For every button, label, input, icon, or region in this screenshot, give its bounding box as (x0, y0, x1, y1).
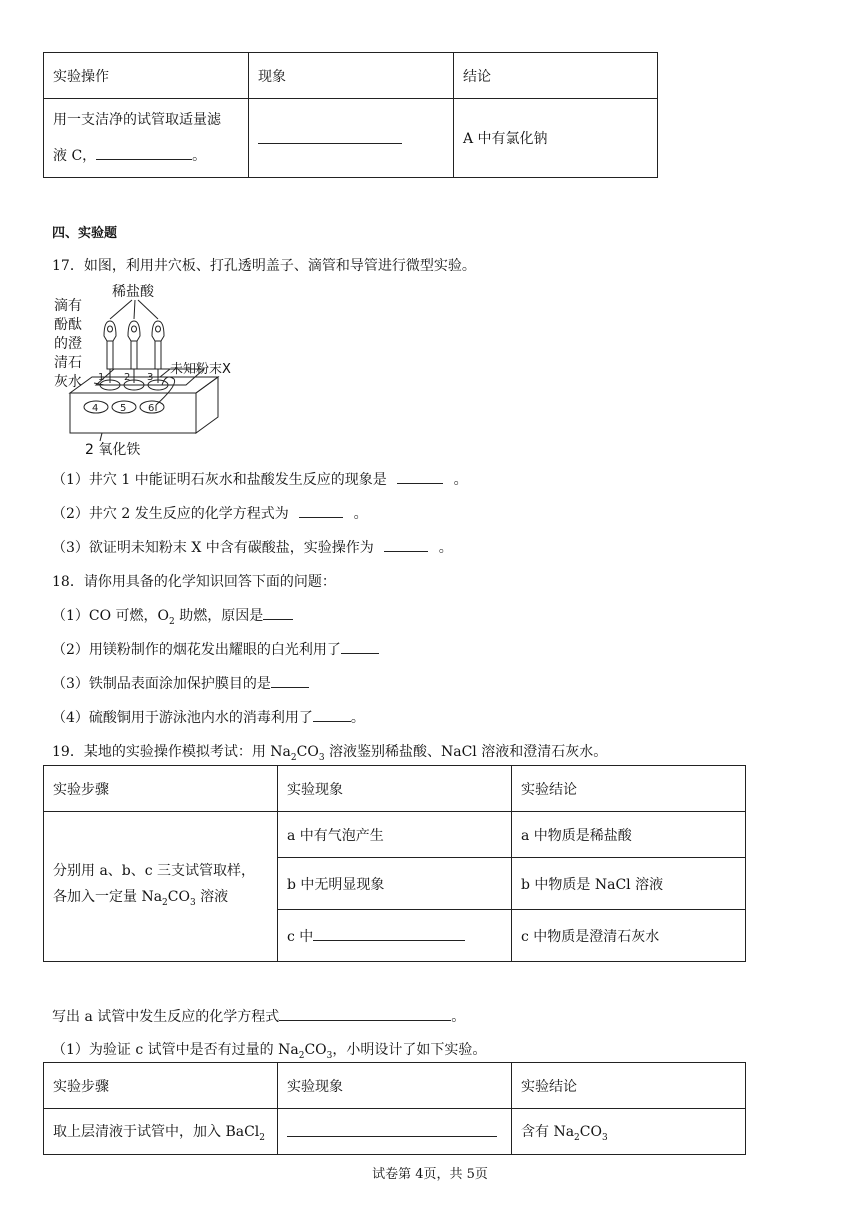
section-title: 四、实验题 (52, 226, 118, 241)
q17-part2 (52, 503, 368, 523)
left-label-line: 清石 (54, 355, 82, 371)
step-line2-c: 溶液 (195, 888, 229, 905)
q17-part1 (52, 469, 468, 489)
q18-part3 (52, 673, 309, 693)
write-equation (52, 1006, 465, 1026)
subscript: 2 (298, 1050, 305, 1061)
subscript: 2 (574, 1132, 580, 1143)
page-footer: 试卷第 4页，共 5页 (372, 1167, 488, 1182)
subscript: 3 (318, 752, 325, 763)
write-equation-end: 。 (451, 1009, 466, 1025)
q19-sub1-b: CO (304, 1042, 327, 1058)
subscript: 3 (601, 1132, 608, 1143)
conclusion-b: b 中物质是 NaCl 溶液 (512, 858, 746, 910)
write-equation-text: 写出 a 试管中发生反应的化学方程式 (52, 1009, 280, 1025)
figure-right-label: 未知粉末X (170, 362, 231, 377)
operation-line2-suffix: 。 (192, 148, 207, 164)
well-number: 5 (120, 403, 127, 414)
operation-line1: 用一支洁净的试管取适量滤 (53, 112, 221, 128)
cell-step (44, 1109, 278, 1155)
subscript: 3 (326, 1050, 333, 1061)
q17-part3 (52, 537, 453, 557)
well-number: 4 (92, 403, 99, 414)
well-number: 6 (148, 403, 155, 414)
header-phenomenon: 实验现象 (278, 766, 512, 812)
header-step: 实验步骤 (44, 1063, 278, 1109)
q18-part1-text-b: 助燃，原因是 (174, 608, 264, 624)
answer-blank[interactable] (341, 639, 379, 654)
result-table-1 (43, 52, 658, 178)
step-line2-a: 各加入一定量 Na (53, 888, 163, 905)
well-plate-figure (52, 281, 262, 459)
q17-part1-text: （1）井穴 1 中能证明石灰水和盐酸发生反应的现象是 (52, 472, 387, 488)
q17-part3-end: 。 (438, 540, 453, 556)
q19-stem-b: CO (296, 744, 319, 760)
answer-blank[interactable] (263, 605, 293, 620)
header-phenomenon: 实验现象 (278, 1063, 512, 1109)
answer-blank[interactable] (397, 469, 443, 484)
cell-conclusion (512, 1109, 746, 1155)
identification-table (43, 765, 746, 962)
q18-part4-end: 。 (350, 710, 365, 726)
well-number: 2 (124, 372, 131, 383)
q19-sub1 (52, 1039, 486, 1061)
subscript: 2 (290, 752, 297, 763)
q17-part3-text: （3）欲证明未知粉末 X 中含有碳酸盐，实验操作为 (52, 540, 374, 556)
answer-blank[interactable] (313, 926, 465, 941)
answer-blank[interactable] (258, 129, 402, 144)
subscript: 3 (189, 897, 196, 908)
header-phenomenon: 现象 (249, 53, 454, 99)
well-plate-drawing (52, 281, 262, 459)
q18-part1 (52, 605, 293, 627)
q17-part2-text: （2）井穴 2 发生反应的化学方程式为 (52, 506, 289, 522)
step-line1: 分别用 a、b、c 三支试管取样， (53, 862, 256, 879)
verification-table (43, 1062, 746, 1155)
header-operation: 实验操作 (44, 53, 249, 99)
q17-stem: 17．如图，利用井穴板、打孔透明盖子、滴管和导管进行微型实验。 (52, 258, 476, 274)
q17-part1-end: 。 (453, 472, 468, 488)
t2-conclusion-b: CO (579, 1123, 602, 1140)
q19-sub1-a: （1）为验证 c 试管中是否有过量的 Na (52, 1042, 299, 1058)
answer-blank[interactable] (299, 503, 343, 518)
well-number: 1 (98, 372, 105, 383)
phenomenon-c-text: c 中 (287, 928, 314, 945)
header-conclusion: 实验结论 (512, 1063, 746, 1109)
phenomenon-b: b 中无明显现象 (278, 858, 512, 910)
phenomenon-c (278, 910, 512, 962)
subscript: 2 (169, 616, 175, 627)
answer-blank[interactable] (384, 537, 428, 552)
operation-line2-prefix: 液 C， (53, 148, 97, 164)
cell-step (44, 812, 278, 962)
well-number: 3 (147, 372, 154, 383)
answer-blank[interactable] (279, 1006, 451, 1021)
t2-step-text: 取上层清液于试管中，加入 BaCl (53, 1123, 260, 1140)
header-step: 实验步骤 (44, 766, 278, 812)
answer-blank[interactable] (96, 145, 192, 160)
figure-top-label: 稀盐酸 (112, 284, 154, 300)
cell-operation (44, 99, 249, 178)
figure-bottom-label: 2 氧化铁 (85, 442, 141, 458)
left-label-line: 滴有 (54, 298, 82, 314)
left-label-line: 酚酞 (54, 317, 82, 333)
q19-stem-c: 溶液鉴别稀盐酸、NaCl 溶液和澄清石灰水。 (324, 744, 608, 760)
q18-part3-text: （3）铁制品表面涂加保护膜目的是 (52, 676, 271, 692)
answer-blank[interactable] (271, 673, 309, 688)
q18-part4 (52, 707, 365, 727)
q18-part4-text: （4）硫酸铜用于游泳池内水的消毒利用了 (52, 710, 313, 726)
phenomenon-a: a 中有气泡产生 (278, 812, 512, 858)
q19-sub1-c: ，小明设计了如下实验。 (332, 1042, 487, 1058)
cell-phenomenon (249, 99, 454, 178)
t2-conclusion-a: 含有 Na (521, 1123, 575, 1140)
q19-stem (52, 741, 607, 763)
header-conclusion: 实验结论 (512, 766, 746, 812)
q19-stem-a: 19．某地的实验操作模拟考试：用 Na (52, 744, 291, 760)
q18-part2 (52, 639, 379, 659)
conclusion-a: a 中物质是稀盐酸 (512, 812, 746, 858)
q18-part2-text: （2）用镁粉制作的烟花发出耀眼的白光利用了 (52, 642, 341, 658)
answer-blank[interactable] (313, 707, 351, 722)
header-conclusion: 结论 (454, 53, 658, 99)
cell-phenomenon (278, 1109, 512, 1155)
left-label-line: 灰水 (54, 374, 82, 390)
cell-conclusion: A 中有氯化钠 (454, 99, 658, 178)
step-line2-b: CO (167, 888, 190, 905)
answer-blank[interactable] (287, 1122, 497, 1137)
q18-part1-text-a: （1）CO 可燃，O (52, 608, 170, 624)
subscript: 2 (162, 897, 168, 908)
conclusion-c: c 中物质是澄清石灰水 (512, 910, 746, 962)
q18-stem: 18．请你用具备的化学知识回答下面的问题： (52, 574, 336, 590)
subscript: 2 (259, 1132, 266, 1143)
q17-part2-end: 。 (353, 506, 368, 522)
left-label-line: 的澄 (54, 336, 82, 352)
